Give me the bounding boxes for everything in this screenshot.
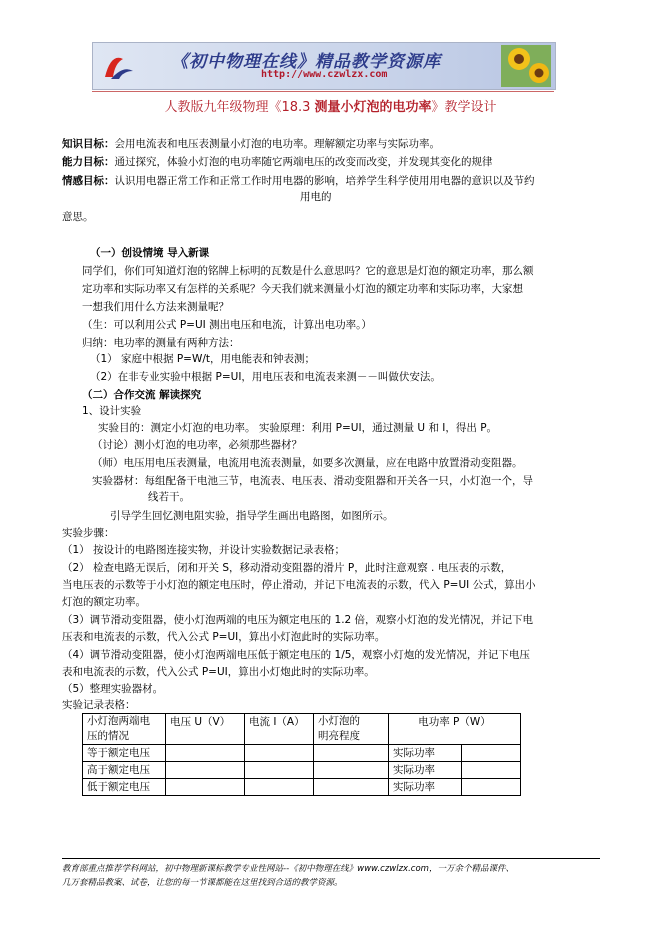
step-4-cont: 表和电流表的示数，代入公式 P=UI，算出小灯炮此时的实际功率。 — [62, 666, 375, 678]
section1-para: 定功率和实际功率又有怎样的关系呢？今天我们就来测量小灯泡的额定功率和实际功率，大家想 — [82, 283, 523, 295]
logo-icon — [101, 49, 135, 83]
step-2: （2） 检查电路无误后，闭和开关 S，移动滑动变阻器的滑片 P，此时注意观察 . 电压表的示数， — [62, 562, 512, 574]
section2-sub: 1、设计实验 — [82, 405, 142, 417]
header-rule — [92, 91, 554, 92]
table-cell — [462, 745, 521, 762]
section1-method: （2）在非专业实验中根据 P=UI，用电压表和电流表来测－－叫做伏安法。 — [90, 371, 441, 383]
ability-goal: 能力目标：通过探究，体验小灯泡的电功率随它两端电压的改变而改变，并发现其变化的规律 — [62, 156, 493, 168]
step-4: （4）调节滑动变阻器，使小灯泡两端电压低于额定电压的 1/5，观察小灯炮的发光情况，并记下电压 — [62, 649, 530, 661]
table-cell — [314, 745, 389, 762]
table-cell — [314, 762, 389, 779]
table-cell — [166, 762, 245, 779]
footer-line: 教育部重点推荐学科网站，初中物理新课标教学专业性网站--《初中物理在线》www.czwlzx.com，一万余个精品课件、 — [62, 864, 514, 874]
equipment-cont: 线若干。 — [148, 491, 190, 503]
table-cell: 实际功率 — [389, 745, 462, 762]
table-header-cell: 小灯泡的 明亮程度 — [314, 714, 389, 745]
table-cell — [245, 745, 314, 762]
guide-note: 引导学生回忆测电阻实验，指导学生画出电路图，如图所示。 — [110, 510, 394, 522]
footer-line: 几万套精品教案、试卷，让您的每一节课都能在这里找到合适的教学资源。 — [62, 878, 343, 888]
footer-rule — [62, 858, 600, 859]
steps-label: 实验步骤： — [62, 527, 115, 539]
step-3-cont: 压表和电流表的示数，代入公式 P=UI，算出小灯泡此时的实际功率。 — [62, 631, 386, 643]
record-table — [82, 713, 521, 796]
table-row — [83, 762, 521, 779]
page-title: 人教版九年级物理《18.3 测量小灯泡的电功率》教学设计 — [164, 100, 497, 115]
table-label: 实验记录表格： — [62, 699, 136, 711]
step-3: （3）调节滑动变阻器，使小灯泡两端的电压为额定电压的 1.2 倍，观察小灯泡的发光情况，并记下电 — [62, 614, 534, 626]
step-2-cont: 灯泡的额定功率。 — [62, 596, 146, 608]
table-cell: 实际功率 — [389, 779, 462, 796]
table-cell — [314, 779, 389, 796]
section1-method: （1） 家庭中根据 P=W/t，用电能表和钟表测； — [90, 353, 316, 365]
table-cell: 低于额定电压 — [83, 779, 166, 796]
table-row — [83, 745, 521, 762]
table-cell: 等于额定电压 — [83, 745, 166, 762]
emotion-goal: 情感目标：认识用电器正常工作和正常工作时用电器的影响，培养学生科学使用用电器的意识以及节约 — [62, 175, 535, 187]
section2-heading: （二）合作交流 解读探究 — [82, 389, 202, 401]
section1-heading: （一）创设情境 导入新课 — [90, 247, 210, 259]
knowledge-goal: 知识目标：会用电流表和电压表测量小灯泡的电功率。理解额定功率与实际功率。 — [62, 138, 440, 150]
table-header-cell: 电流 I（A） — [245, 714, 314, 745]
experiment-purpose: 实验目的：测定小灯泡的电功率。 实验原理：利用 P=UI，通过测量 U 和 I，得出 P。 — [98, 422, 498, 434]
table-header-row — [83, 714, 521, 745]
table-cell: 实际功率 — [389, 762, 462, 779]
emotion-goal-end: 意思。 — [62, 211, 94, 223]
section1-para: 同学们，你们可知道灯泡的铭牌上标明的瓦数是什么意思吗？它的意思是灯泡的额定功率，那么额 — [82, 265, 534, 277]
table-header-cell: 电功率 P（W） — [389, 714, 521, 745]
section1-para: 归纳：电功率的测量有两种方法： — [82, 337, 240, 349]
equipment: 实验器材：每组配备干电池三节，电流表、电压表、滑动变阻器和开关各一只，小灯泡一个，导 — [92, 475, 533, 487]
table-cell — [245, 762, 314, 779]
table-cell — [462, 762, 521, 779]
section1-para: （生：可以利用公式 P=UI 测出电压和电流，计算出电功率。） — [82, 319, 372, 331]
banner-url: http://www.czwlzx.com — [261, 69, 388, 80]
step-1: （1） 按设计的电路图连接实物，并设计实验数据记录表格； — [62, 544, 346, 556]
header-banner — [92, 42, 556, 90]
step-2-cont: 当电压表的示数等于小灯泡的额定电压时，停止滑动，并记下电流表的示数，代入 P=UI 公式，算出小 — [62, 579, 536, 591]
table-row — [83, 779, 521, 796]
discussion: （讨论）测小灯泡的电功率，必须那些器材？ — [92, 439, 302, 451]
section1-para: 一想我们用什么方法来测量呢？ — [82, 301, 229, 313]
banner-title: 《初中物理在线》精品教学资源库 — [171, 52, 441, 72]
table-header-cell: 小灯泡两端电 压的情况 — [83, 714, 166, 745]
teacher-note: （师）电压用电压表测量，电流用电流表测量，如要多次测量，应在电路中放置滑动变阻器。 — [92, 457, 523, 469]
table-cell — [245, 779, 314, 796]
table-cell — [462, 779, 521, 796]
table-cell — [166, 745, 245, 762]
footer — [62, 862, 514, 890]
sunflower-icon — [501, 45, 551, 87]
table-cell — [166, 779, 245, 796]
table-cell: 高于额定电压 — [83, 762, 166, 779]
table-header-cell: 电压 U（V） — [166, 714, 245, 745]
step-5: （5）整理实验器材。 — [62, 683, 164, 695]
emotion-goal-cont: 用电的 — [300, 191, 332, 203]
